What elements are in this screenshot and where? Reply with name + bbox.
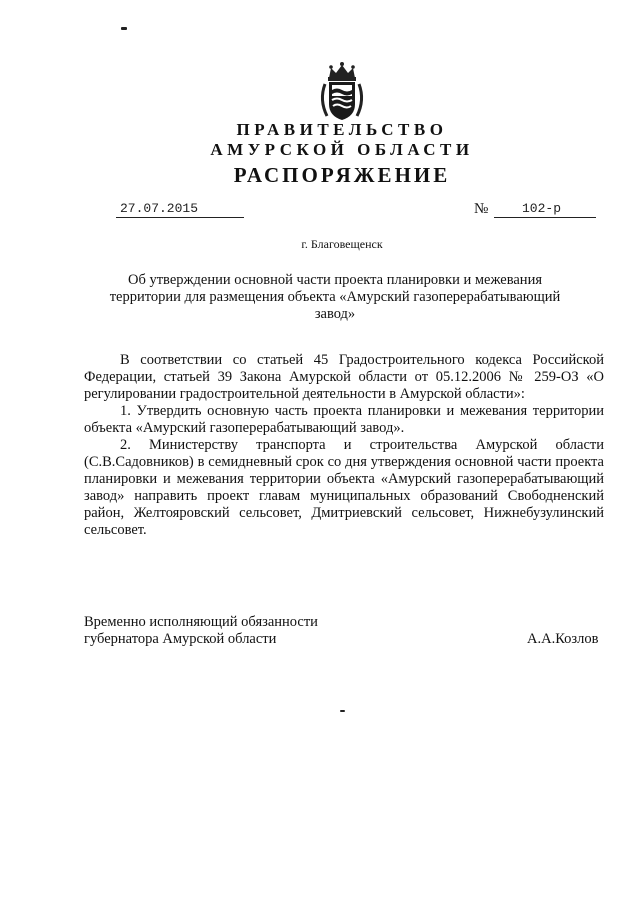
number-field [494, 203, 596, 218]
document-type-heading: РАСПОРЯЖЕНИЕ [233, 163, 451, 187]
title-line: завод» [314, 306, 356, 322]
amur-oblast-coat-of-arms-icon [317, 60, 367, 122]
body-paragraph: 2. Министерству транспорта и строительства Амурской области (С.В.Садовников) в семидневный срок со дня утверждения основной части проекта планировки и межевания территории объекта «Амурский газоперерабатывающий завод» направить проект главам муниципальных образований Свободненский район, Желтояровский сельсовет, Дмитриевский сельсовет, Нижнебузулинский сельсовет. [84, 437, 604, 538]
organization-line-2: АМУРСКОЙ ОБЛАСТИ [210, 140, 474, 159]
scan-speck [340, 710, 345, 712]
organization-line-1: ПРАВИТЕЛЬСТВО [236, 120, 448, 139]
position-line: губернатора Амурской области [84, 631, 277, 647]
signatory-position [84, 614, 404, 648]
scan-speck [121, 27, 127, 30]
signatory-name: А.А.Козлов [527, 631, 599, 647]
title-line: Об утверждении основной части проекта планировки и межевания [128, 272, 542, 288]
date-field [116, 203, 244, 218]
document-body [84, 352, 604, 539]
position-line: Временно исполняющий обязанности [84, 614, 318, 630]
body-paragraph: 1. Утвердить основную часть проекта планировки и межевания территории объекта «Амурский газоперерабатывающий завод». [84, 403, 604, 436]
document-date: 27.07.2015 [120, 201, 199, 216]
title-line: территории для размещения объекта «Амурский газоперерабатывающий [109, 289, 561, 305]
document-title [100, 272, 570, 323]
body-paragraph: В соответствии со статьей 45 Градостроительного кодекса Российской Федерации, статьей 39 Закона Амурской области от 05.12.2006 № 259-ОЗ «О регулировании градостроительной деятельности в Амурской области»: [84, 352, 604, 402]
number-sign: № [474, 201, 489, 217]
document-number: 102-р [522, 201, 562, 216]
city-label: г. Благовещенск [301, 237, 383, 251]
